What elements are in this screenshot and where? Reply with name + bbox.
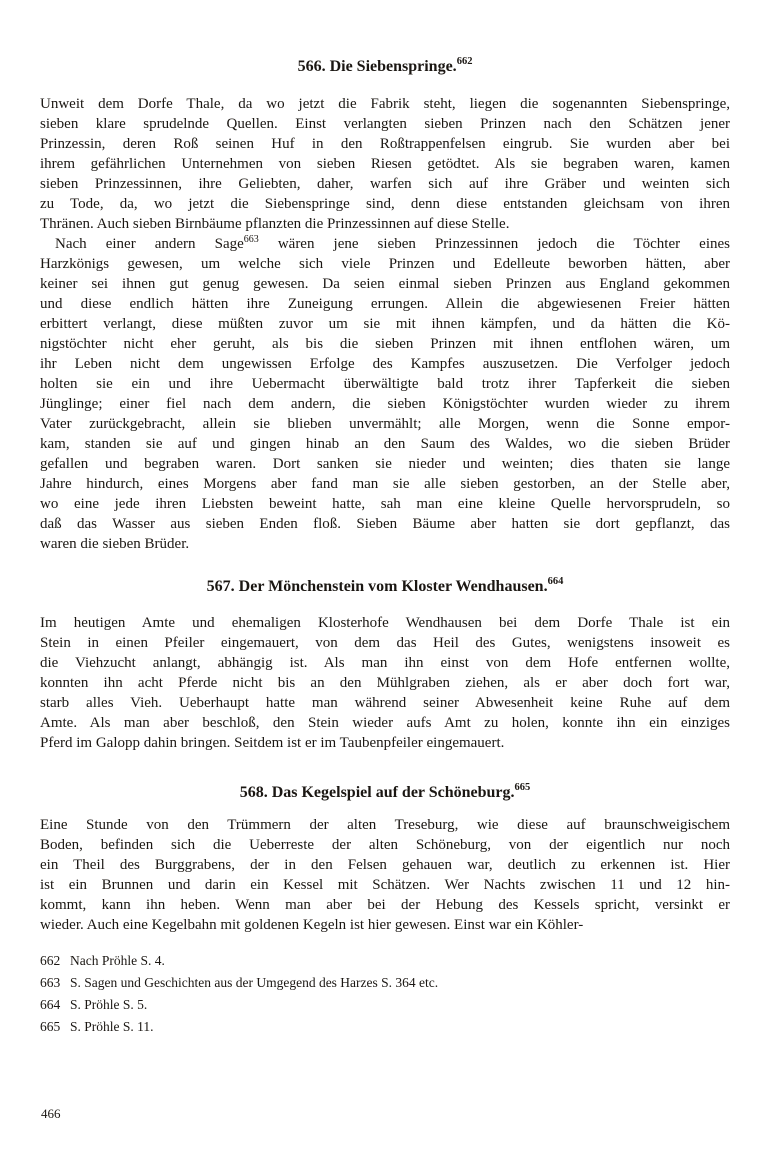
heading-footnote-ref: 664: [547, 575, 564, 587]
text-line: nigstöchter nicht eher geruht, als bis die sieben Prinzen mit ihnen entflohen wären, um: [40, 336, 730, 352]
footnote-text: S. Pröhle S. 5.: [70, 997, 148, 1012]
text-line: zu Tode, da, wo jetzt die Siebenspringe sind, denn diese entstanden gleichsam von ihren: [40, 196, 730, 212]
text-line: Eine Stunde von den Trümmern der alten Treseburg, wie diese auf braunschweigischem: [40, 817, 730, 833]
page-number: 466: [41, 1106, 61, 1121]
footnote-number: 665: [40, 1019, 61, 1034]
section-body-568: [40, 815, 730, 935]
section-body-566: [40, 94, 730, 554]
text-line: Harzkönigs gewesen, um welche sich viele Prinzen und Edelleute beworben hätten, aber: [40, 256, 730, 272]
footnote-number: 662: [40, 953, 61, 968]
text-line: keiner sei ihnen gut genug gewesen. Da seien einmal sieben Prinzen aus England gekommen: [40, 276, 730, 292]
paragraph: [40, 613, 730, 753]
text-line: ihrem gefährlichen Unternehmen von sieben Riesen getödtet. Als sie begraben waren, kamen: [40, 156, 730, 172]
section-body-567: [40, 613, 730, 753]
section-heading-566: [40, 57, 730, 77]
text-line: Prinzessin, deren Roß seinen Huf in den Roßtrappenfelsen eingrub. Sie wurden aber bei: [40, 136, 730, 152]
text-line: erbittert verlangt, diese müßten zuvor um sie mit ihnen kämpfen, und da hätten die Kö-: [40, 316, 730, 332]
text-line: Nach einer andern Sage$^{663}$ wären jene sieben Prinzessinnen jedoch die Töchter eines: [55, 234, 730, 252]
paragraph: [40, 234, 730, 554]
text-line: gefallen und begraben waren. Dort sanken sie nieder und weinten; dies thaten sie lange: [40, 456, 730, 472]
footnote-text: S. Pröhle S. 11.: [70, 1019, 154, 1034]
text-line: Unweit dem Dorfe Thale, da wo jetzt die Fabrik steht, liegen die sogenannten Siebenspringe,: [40, 96, 730, 112]
footnote: [40, 953, 730, 969]
text-line: und diese endlich hätten ihre Zuneigung errungen. Allein die abgewiesenen Freier hätten: [40, 296, 730, 312]
heading-footnote-ref: 662: [456, 55, 473, 67]
footnote: [40, 1019, 730, 1035]
text-line: Boden, befinden sich die Ueberreste der alten Schöneburg, von der eigentlich nur noch: [40, 837, 730, 853]
text-line: Stein in einen Pfeiler eingemauert, von dem das Heil des Gutes, wenigstens insoweit es: [40, 635, 730, 651]
footnotes-block: [40, 953, 730, 1035]
text-line: starb alles Vieh. Ueberhaupt hatte man während seiner Abwesenheit keine Ruhe auf dem: [40, 695, 730, 711]
footnote: [40, 997, 730, 1013]
text-line: holten sie ein und ihre Uebermacht überwältigte bald trotz ihrer Tapferkeit die sieben: [40, 376, 730, 392]
text-line: Jahre hindurch, eines Morgens aber fand man sie alle sieben gestorben, an der Stelle aber,: [40, 476, 730, 492]
text-line: ist ein Brunnen und darin ein Kessel mit Schätzen. Wer Nachts zwischen 11 und 12 hin-: [40, 877, 730, 893]
section-title: 568. Das Kegelspiel auf der Schöneburg.: [239, 784, 515, 801]
text-line: Thränen. Auch sieben Birnbäume pflanzten die Prinzessinnen auf diese Stelle.: [40, 216, 510, 232]
text-line: Pferd im Galopp dahin bringen. Seitdem ist er im Taubenpfeiler eingemauert.: [40, 735, 505, 751]
section-heading-567: [40, 577, 730, 597]
text-line: wo eine jede ihren Liebsten beweint hatte, sah man eine kleine Quelle hervorsprudeln, so: [40, 496, 730, 512]
footnote-ref: 663: [243, 234, 259, 245]
section-title: 567. Der Mönchenstein vom Kloster Wendhausen.: [206, 578, 548, 595]
text-line: kommt, kann ihn heben. Wenn man aber bei der Hebung des Kessels spricht, versinkt er: [40, 897, 730, 913]
footnote-number: 664: [40, 997, 61, 1012]
section-title: 566. Die Siebenspringe.: [297, 58, 457, 75]
paragraph: [40, 94, 730, 234]
section-heading-568: [40, 783, 730, 803]
text-line: wieder. Auch eine Kegelbahn mit goldenen Kegeln ist hier gewesen. Einst war ein Köhler-: [40, 917, 584, 933]
text-line: daß das Wasser aus sieben Enden floß. Sieben Bäume aber hatten sie dort gepflanzt, das: [40, 516, 730, 532]
footnote: [40, 975, 730, 991]
heading-footnote-ref: 665: [514, 781, 531, 793]
text-line: Im heutigen Amte und ehemaligen Klosterhofe Wendhausen bei dem Dorfe Thale ist ein: [40, 615, 730, 631]
text-line: Vater zurückgebracht, allein sie blieben unvermählt; alle Morgen, wenn die Sonne empor-: [40, 416, 730, 432]
text-line: ein Theil des Burggrabens, der in den Felsen gehauen war, deutlich zu erkennen ist. Hier: [40, 857, 730, 873]
text-line: Amte. Als man aber beschloß, den Stein wieder aufs Amt zu holen, konnte ihn ein einziges: [40, 715, 730, 731]
book-page: [0, 57, 770, 1157]
footnote-text: S. Sagen und Geschichten aus der Umgegend des Harzes S. 364 etc.: [70, 975, 439, 990]
text-line: ihr Leben nicht dem ungewissen Erfolge des Kampfes auszusetzen. Die Verfolger jedoch: [40, 356, 730, 372]
text-line: die Viehzucht anlangt, abhängig ist. Als man ihn einst von dem Hofe entfernen wollte,: [40, 655, 730, 671]
text-line: waren die sieben Brüder.: [40, 536, 190, 552]
text-line: sieben Prinzessinnen, ihre Geliebten, daher, warfen sich auf ihre Gräber und weinten sich: [40, 176, 730, 192]
footnote-number: 663: [40, 975, 61, 990]
text-line: kam, standen sie auf und gingen hinab an den Saum des Waldes, wo die sieben Brüder: [40, 436, 730, 452]
paragraph: [40, 815, 730, 935]
text-line: konnten ihn acht Pferde nicht bis an den Mühlgraben ziehen, als er aber doch fort war,: [40, 675, 730, 691]
text-line: Jünglinge; einer fiel nach dem andern, die sieben Königstöchter wurden wieder zu ihrem: [40, 396, 730, 412]
footnote-text: Nach Pröhle S. 4.: [70, 953, 165, 968]
text-line: sieben klare sprudelnde Quellen. Einst verlangten sieben Prinzen nach den Schätzen jener: [40, 116, 730, 132]
